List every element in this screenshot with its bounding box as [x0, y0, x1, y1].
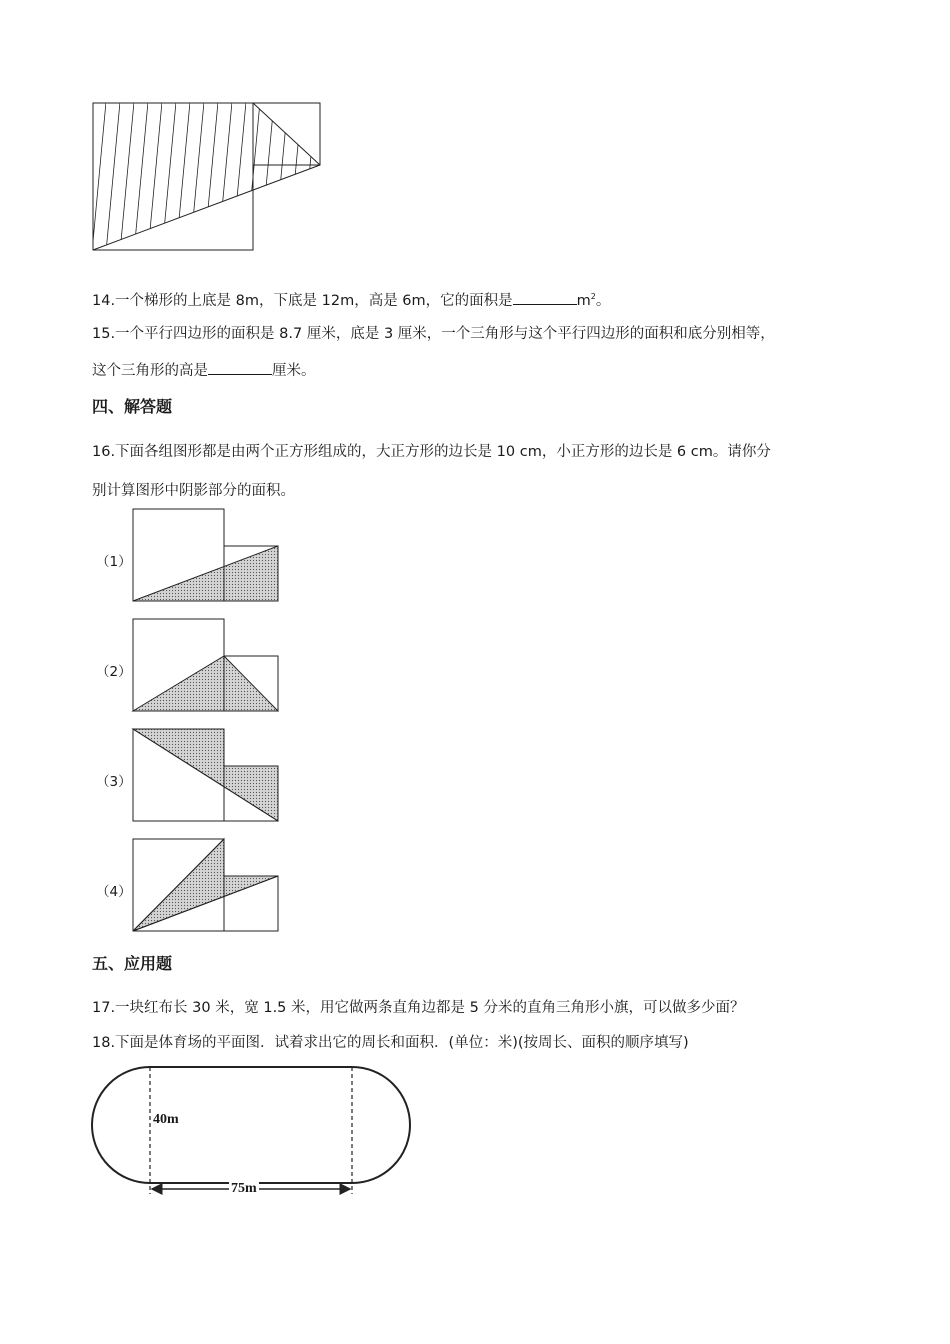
question-16-line-2: 别计算图形中阴影部分的面积。	[92, 483, 295, 499]
stadium-height-label: 40m	[153, 1112, 179, 1127]
question-14: 14.一个梯形的上底是 8m，下底是 12m，高是 6m，它的面积是 $m^2$。	[92, 287, 610, 311]
unit-m: m	[576, 292, 591, 309]
question-16-line-1: 16.下面各组图形都是由两个正方形组成的，大正方形的边长是 10 cm，小正方形的边长是 6 cm。请你分	[92, 444, 771, 460]
question-14-text: 14.一个梯形的上底是 8m，下底是 12m，高是 6m，它的面积是	[92, 292, 513, 309]
figure-2-label: （2）	[96, 664, 132, 680]
section-4-heading: 四、解答题	[92, 397, 173, 416]
question-15-line-1: 15.一个平行四边形的面积是 8.7 厘米，底是 3 厘米，一个三角形与这个平行四边形的面积和底分别相等，	[92, 326, 775, 342]
figure-1-label: （1）	[96, 554, 132, 570]
figure-3-label: （3）	[96, 774, 132, 790]
figure-3	[132, 728, 280, 823]
hatched-squares-figure	[92, 102, 322, 252]
answer-blank-14[interactable]	[513, 290, 577, 305]
question-18: 18.下面是体育场的平面图．试着求出它的周长和面积．(单位：米)(按周长、面积的顺序填写)	[92, 1035, 689, 1051]
answer-blank-15[interactable]	[208, 360, 272, 375]
figure-4-label: （4）	[96, 884, 132, 900]
question-17: 17.一块红布长 30 米，宽 1.5 米，用它做两条直角边都是 5 分米的直角三角形小旗，可以做多少面？	[92, 1000, 745, 1016]
figure-4	[132, 838, 280, 933]
stadium-length-label: 75m	[231, 1181, 257, 1196]
unit-superscript: 2	[590, 292, 596, 301]
figure-1	[132, 508, 280, 603]
question-15-line-2: 这个三角形的高是 厘米。	[92, 360, 316, 381]
figure-2	[132, 618, 280, 713]
section-5-heading: 五、应用题	[92, 954, 173, 973]
